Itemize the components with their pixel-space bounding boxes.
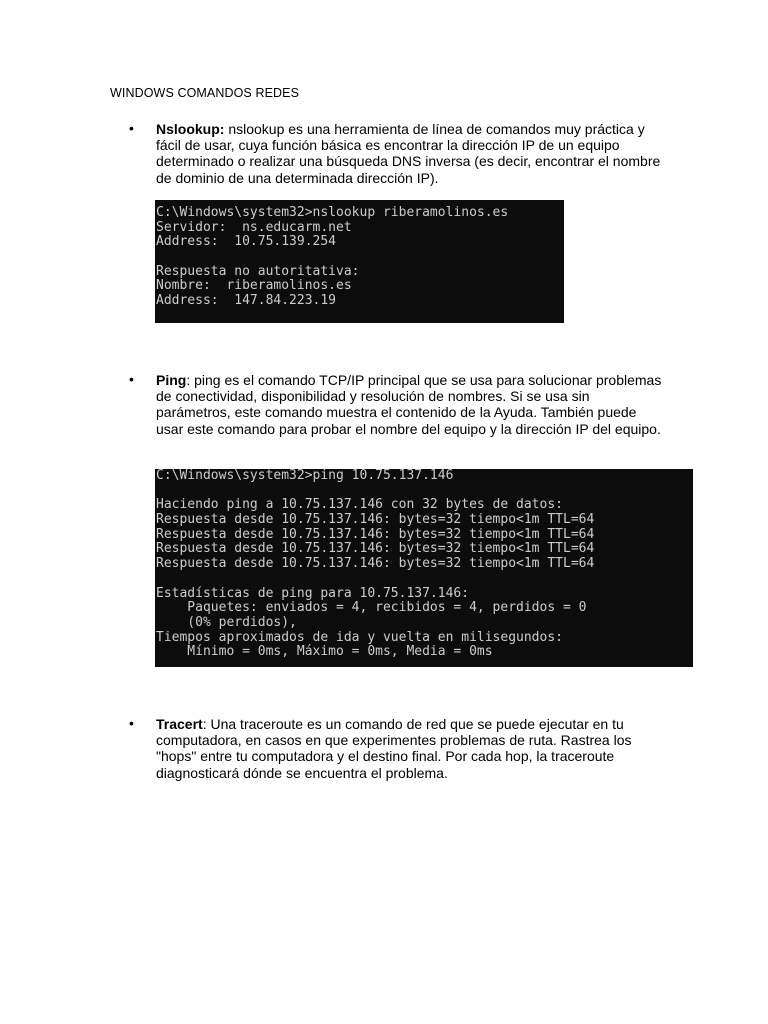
section-paragraph: [156, 121, 666, 186]
terminal-line: C:\Windows\system32>nslookup riberamolinos.es: [156, 205, 509, 220]
terminal-line: Nombre: riberamolinos.es: [156, 278, 352, 294]
terminal-line: Estadísticas de ping para 10.75.137.146:: [156, 585, 470, 601]
term-nslookup: Nslookup:: [156, 121, 225, 137]
terminal-line: [156, 572, 693, 587]
terminal-line: Respuesta no autoritativa:: [156, 263, 360, 279]
section-paragraph: [156, 716, 666, 781]
terminal-line: Address: 147.84.223.19: [156, 293, 337, 309]
bullet-icon: •: [129, 120, 134, 136]
section-ping: [129, 371, 666, 437]
term-ping: Ping: [156, 372, 187, 388]
document-title: WINDOWS COMANDOS REDES: [110, 86, 300, 100]
terminal-nslookup: [155, 200, 564, 323]
term-tracert: Tracert: [156, 716, 203, 732]
terminal-line: C:\Windows\system32>ping 10.75.137.146: [156, 469, 454, 483]
terminal-line: Servidor: ns.educarm.net: [156, 219, 352, 235]
bullet-icon: •: [129, 715, 134, 731]
section-tracert: [129, 715, 666, 781]
terminal-line: [156, 250, 564, 265]
terminal-line: Tiempos aproximados de ida y vuelta en milisegundos:: [156, 629, 563, 645]
terminal-line: Paquetes: enviados = 4, recibidos = 4, perdidos = 0: [156, 600, 587, 616]
terminal-line: Mínimo = 0ms, Máximo = 0ms, Media = 0ms: [156, 644, 493, 660]
terminal-line: Address: 10.75.139.254: [156, 234, 337, 250]
terminal-line: Respuesta desde 10.75.137.146: bytes=32 tiempo<1m TTL=64: [156, 526, 595, 542]
terminal-line: Respuesta desde 10.75.137.146: bytes=32 tiempo<1m TTL=64: [156, 556, 595, 572]
terminal-line: (0% perdidos),: [156, 614, 297, 630]
terminal-line: Respuesta desde 10.75.137.146: bytes=32 tiempo<1m TTL=64: [156, 512, 595, 528]
terminal-line: Respuesta desde 10.75.137.146: bytes=32 tiempo<1m TTL=64: [156, 541, 595, 557]
terminal-ping: [155, 469, 693, 667]
description-tracert: : Una traceroute es un comando de red que se puede ejecutar en tu computadora, en casos en que experimentes problemas de ruta. Rastrea los "hops" entre tu computadora y el destino final. Por cada hop, la traceroute diagnosticará dónde se encuentra el problema.: [156, 716, 632, 781]
terminal-line: Haciendo ping a 10.75.137.146 con 32 bytes de datos:: [156, 497, 563, 513]
description-ping: : ping es el comando TCP/IP principal que se usa para solucionar problemas de conectividad, disponibilidad y resolución de nombres. Si se usa sin parámetros, este comando muestra el contenido de la Ayuda. También puede usar este comando para probar el nombre del equipo y la dirección IP del equipo.: [156, 372, 662, 437]
section-nslookup: [129, 120, 666, 186]
terminal-line: [156, 484, 693, 499]
section-paragraph: [156, 372, 666, 437]
description-nslookup: nslookup es una herramienta de línea de comandos muy práctica y fácil de usar, cuya función básica es encontrar la dirección IP de un equipo determinado o realizar una búsqueda DNS inversa (es decir, encontrar el nombre de dominio de una determinada dirección IP).: [156, 121, 661, 186]
bullet-icon: •: [129, 371, 134, 387]
